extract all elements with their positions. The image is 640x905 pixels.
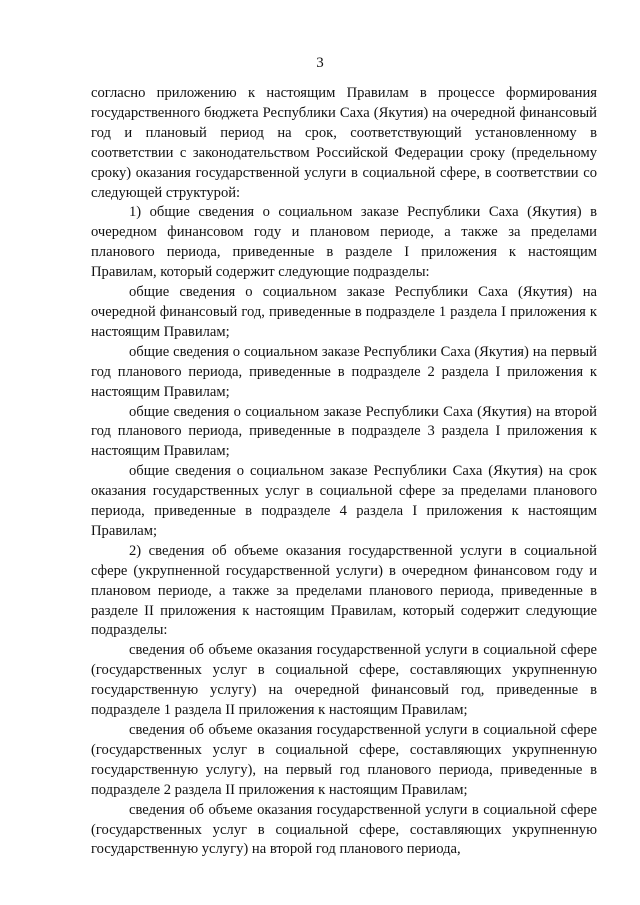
page-number: 3 bbox=[316, 55, 324, 71]
paragraph-subitem-2-1: сведения об объеме оказания государственной услуги в социальной сфере (государственных услуг в социальной сфере, составляющих укрупненную государственную услугу) на очередной финансовый год, приведенные в подразделе 1 раздела II приложения к настоящим Правилам; bbox=[91, 642, 597, 719]
paragraph-intro: согласно приложению к настоящим Правилам в процессе формирования государственного бюджета Республики Саха (Якутия) на очередной финансовый год и плановый период на срок, соответствующий установленному в соответствии с законодательством Российской Федерации сроку (предельному сроку) оказания государственной услуги в социальной сфере, в соответствии со следующей структурой: bbox=[91, 85, 597, 201]
paragraph-subitem-1-2: общие сведения о социальном заказе Республики Саха (Якутия) на первый год планового периода, приведенные в подразделе 2 раздела I приложения к настоящим Правилам; bbox=[91, 343, 597, 400]
paragraph-subitem-1-3: общие сведения о социальном заказе Республики Саха (Якутия) на второй год планового периода, приведенные в подразделе 3 раздела I приложения к настоящим Правилам; bbox=[91, 403, 597, 460]
paragraph-item-2: 2) сведения об объеме оказания государственной услуги в социальной сфере (укрупненной государственной услуги) в очередном финансовом году и плановом периоде, а также за пределами планового периода, приведенные в разделе II приложения к настоящим Правилам, который содержит следующие подразделы: bbox=[91, 542, 597, 639]
paragraph-subitem-1-1: общие сведения о социальном заказе Республики Саха (Якутия) на очередной финансовый год, приведенные в подразделе 1 раздела I приложения к настоящим Правилам; bbox=[91, 284, 597, 340]
paragraph-subitem-1-4: общие сведения о социальном заказе Республики Саха (Якутия) на срок оказания государственных услуг в социальной сфере за пределами планового периода, приведенные в подразделе 4 раздела I приложения к настоящим Правилам; bbox=[91, 463, 597, 539]
paragraph-item-1: 1) общие сведения о социальном заказе Республики Саха (Якутия) в очередном финансовом году и плановом периоде, а также за пределами планового периода, приведенные в разделе I приложения к настоящим Правилам, который содержит следующие подразделы: bbox=[91, 204, 597, 281]
paragraph-subitem-2-3: сведения об объеме оказания государственной услуги в социальной сфере (государственных услуг в социальной сфере, составляющих укрупненную государственную услугу) на второй год планового периода, bbox=[91, 801, 597, 858]
document-body bbox=[91, 84, 597, 860]
paragraph-subitem-2-2: сведения об объеме оказания государственной услуги в социальной сфере (государственных услуг в социальной сфере, составляющих укрупненную государственную услугу), на первый год планового периода, приведенные в подразделе 2 раздела II приложения к настоящим Правилам; bbox=[91, 722, 597, 798]
